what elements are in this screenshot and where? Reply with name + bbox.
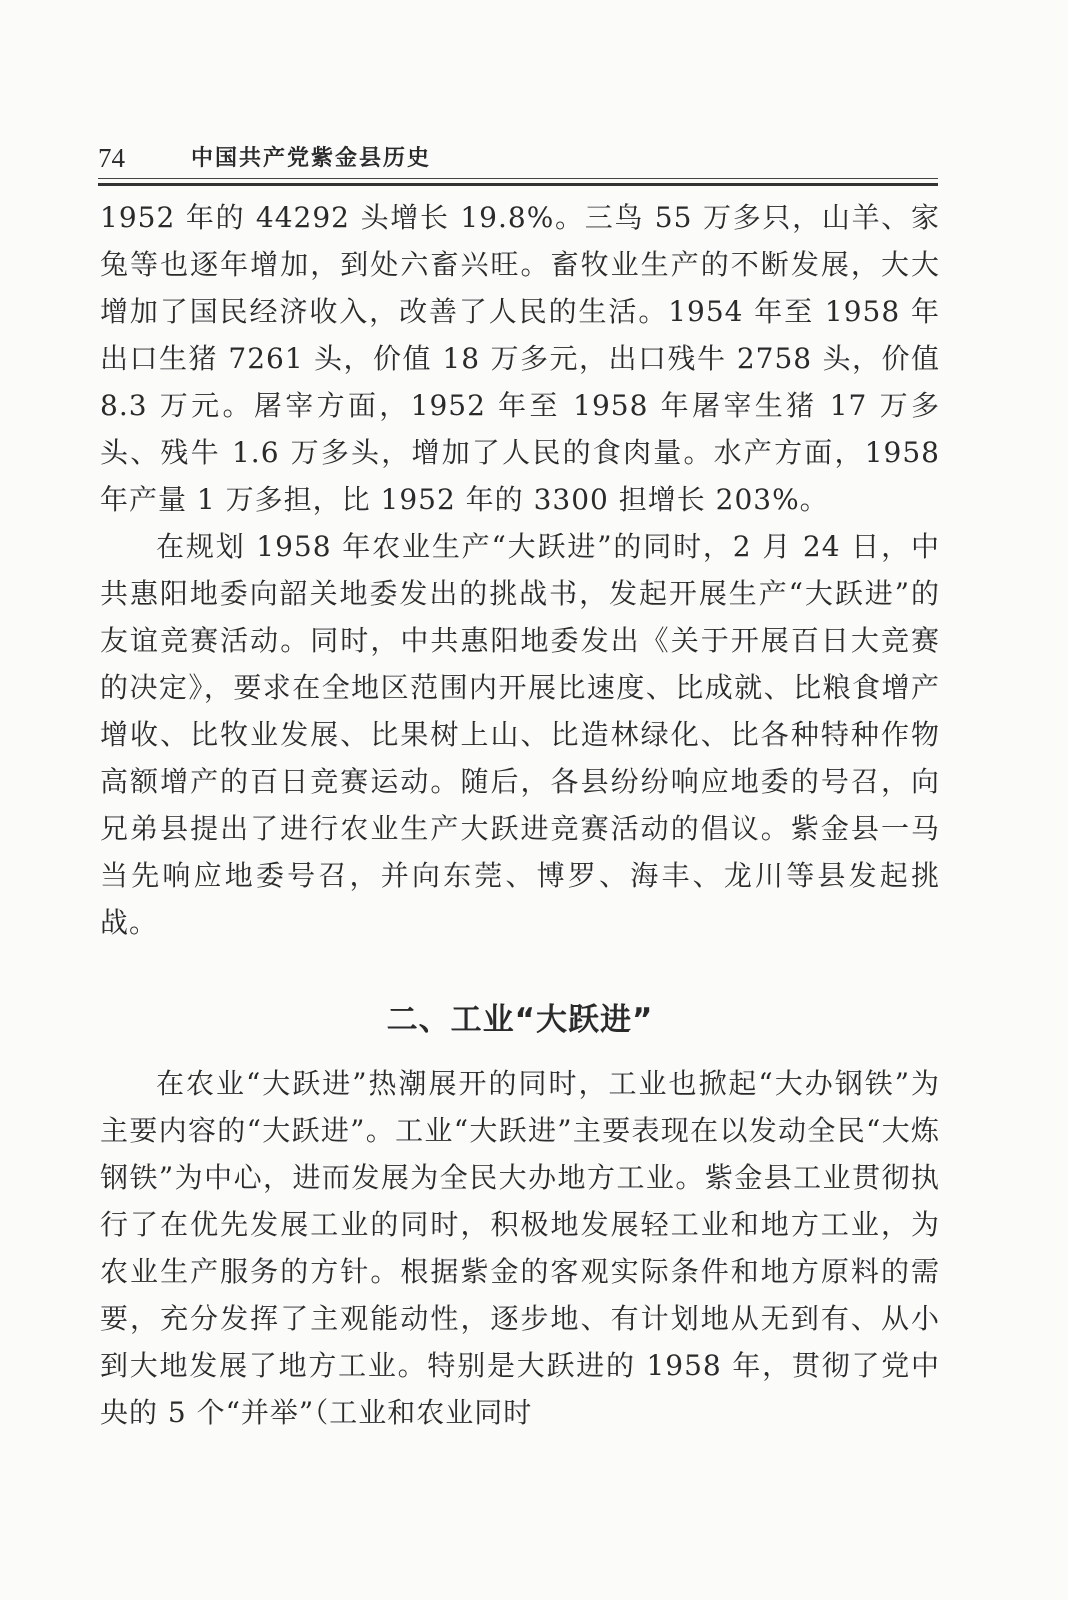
running-title: 中国共产党紫金县历史 [191,145,432,171]
body-text-top [100,194,940,946]
body-text-bottom [100,1060,940,1436]
header-rule-thick [98,183,938,186]
header-rule-thin [98,178,938,179]
paragraph-industry-leap: 在农业“大跃进”热潮展开的同时，工业也掀起“大办钢铁”为主要内容的“大跃进”。工业“大跃进”主要表现在以发动全民“大炼钢铁”为中心，进而发展为全民大办地方工业。紫金县工业贯彻执行了在优先发展工业的同时，积极地发展轻工业和地方工业，为农业生产服务的方针。根据紫金的客观实际条件和地方原料的需要，充分发挥了主观能动性，逐步地、有计划地从无到有、从小到大地发展了地方工业。特别是大跃进的 1958 年，贯彻了党中央的 5 个“并举”（工业和农业同时 [100,1067,940,1429]
page-number: 74 [98,143,125,173]
paragraph-agricultural-competition: 在规划 1958 年农业生产“大跃进”的同时，2 月 24 日，中共惠阳地委向韶关地委发出的挑战书，发起开展生产“大跃进”的友谊竞赛活动。同时，中共惠阳地委发出《关于开展百日大竞赛的决定》，要求在全地区范围内开展比速度、比成就、比粮食增产增收、比牧业发展、比果树上山、比造林绿化、比各种特种作物高额增产的百日竞赛运动。随后，各县纷纷响应地委的号召，向兄弟县提出了进行农业生产大跃进竞赛活动的倡议。紫金县一马当先响应地委号召，并向东莞、博罗、海丰、龙川等县发起挑战。 [100,530,940,939]
section-heading: 二、工业“大跃进” [386,1001,654,1038]
paragraph-livestock-continued: 1952 年的 44292 头增长 19.8%。三鸟 55 万多只，山羊、家兔等也逐年增加，到处六畜兴旺。畜牧业生产的不断发展，大大增加了国民经济收入，改善了人民的生活。1954 年至 1958 年出口生猪 7261 头，价值 18 万多元，出口残牛 2758 头，价值 8.3 万元。屠宰方面，1952 年至 1958 年屠宰生猪 17 万多头、残牛 1.6 万多头，增加了人民的食肉量。水产方面，1958 年产量 1 万多担，比 1952 年的 3300 担增长 203%。 [100,201,941,516]
